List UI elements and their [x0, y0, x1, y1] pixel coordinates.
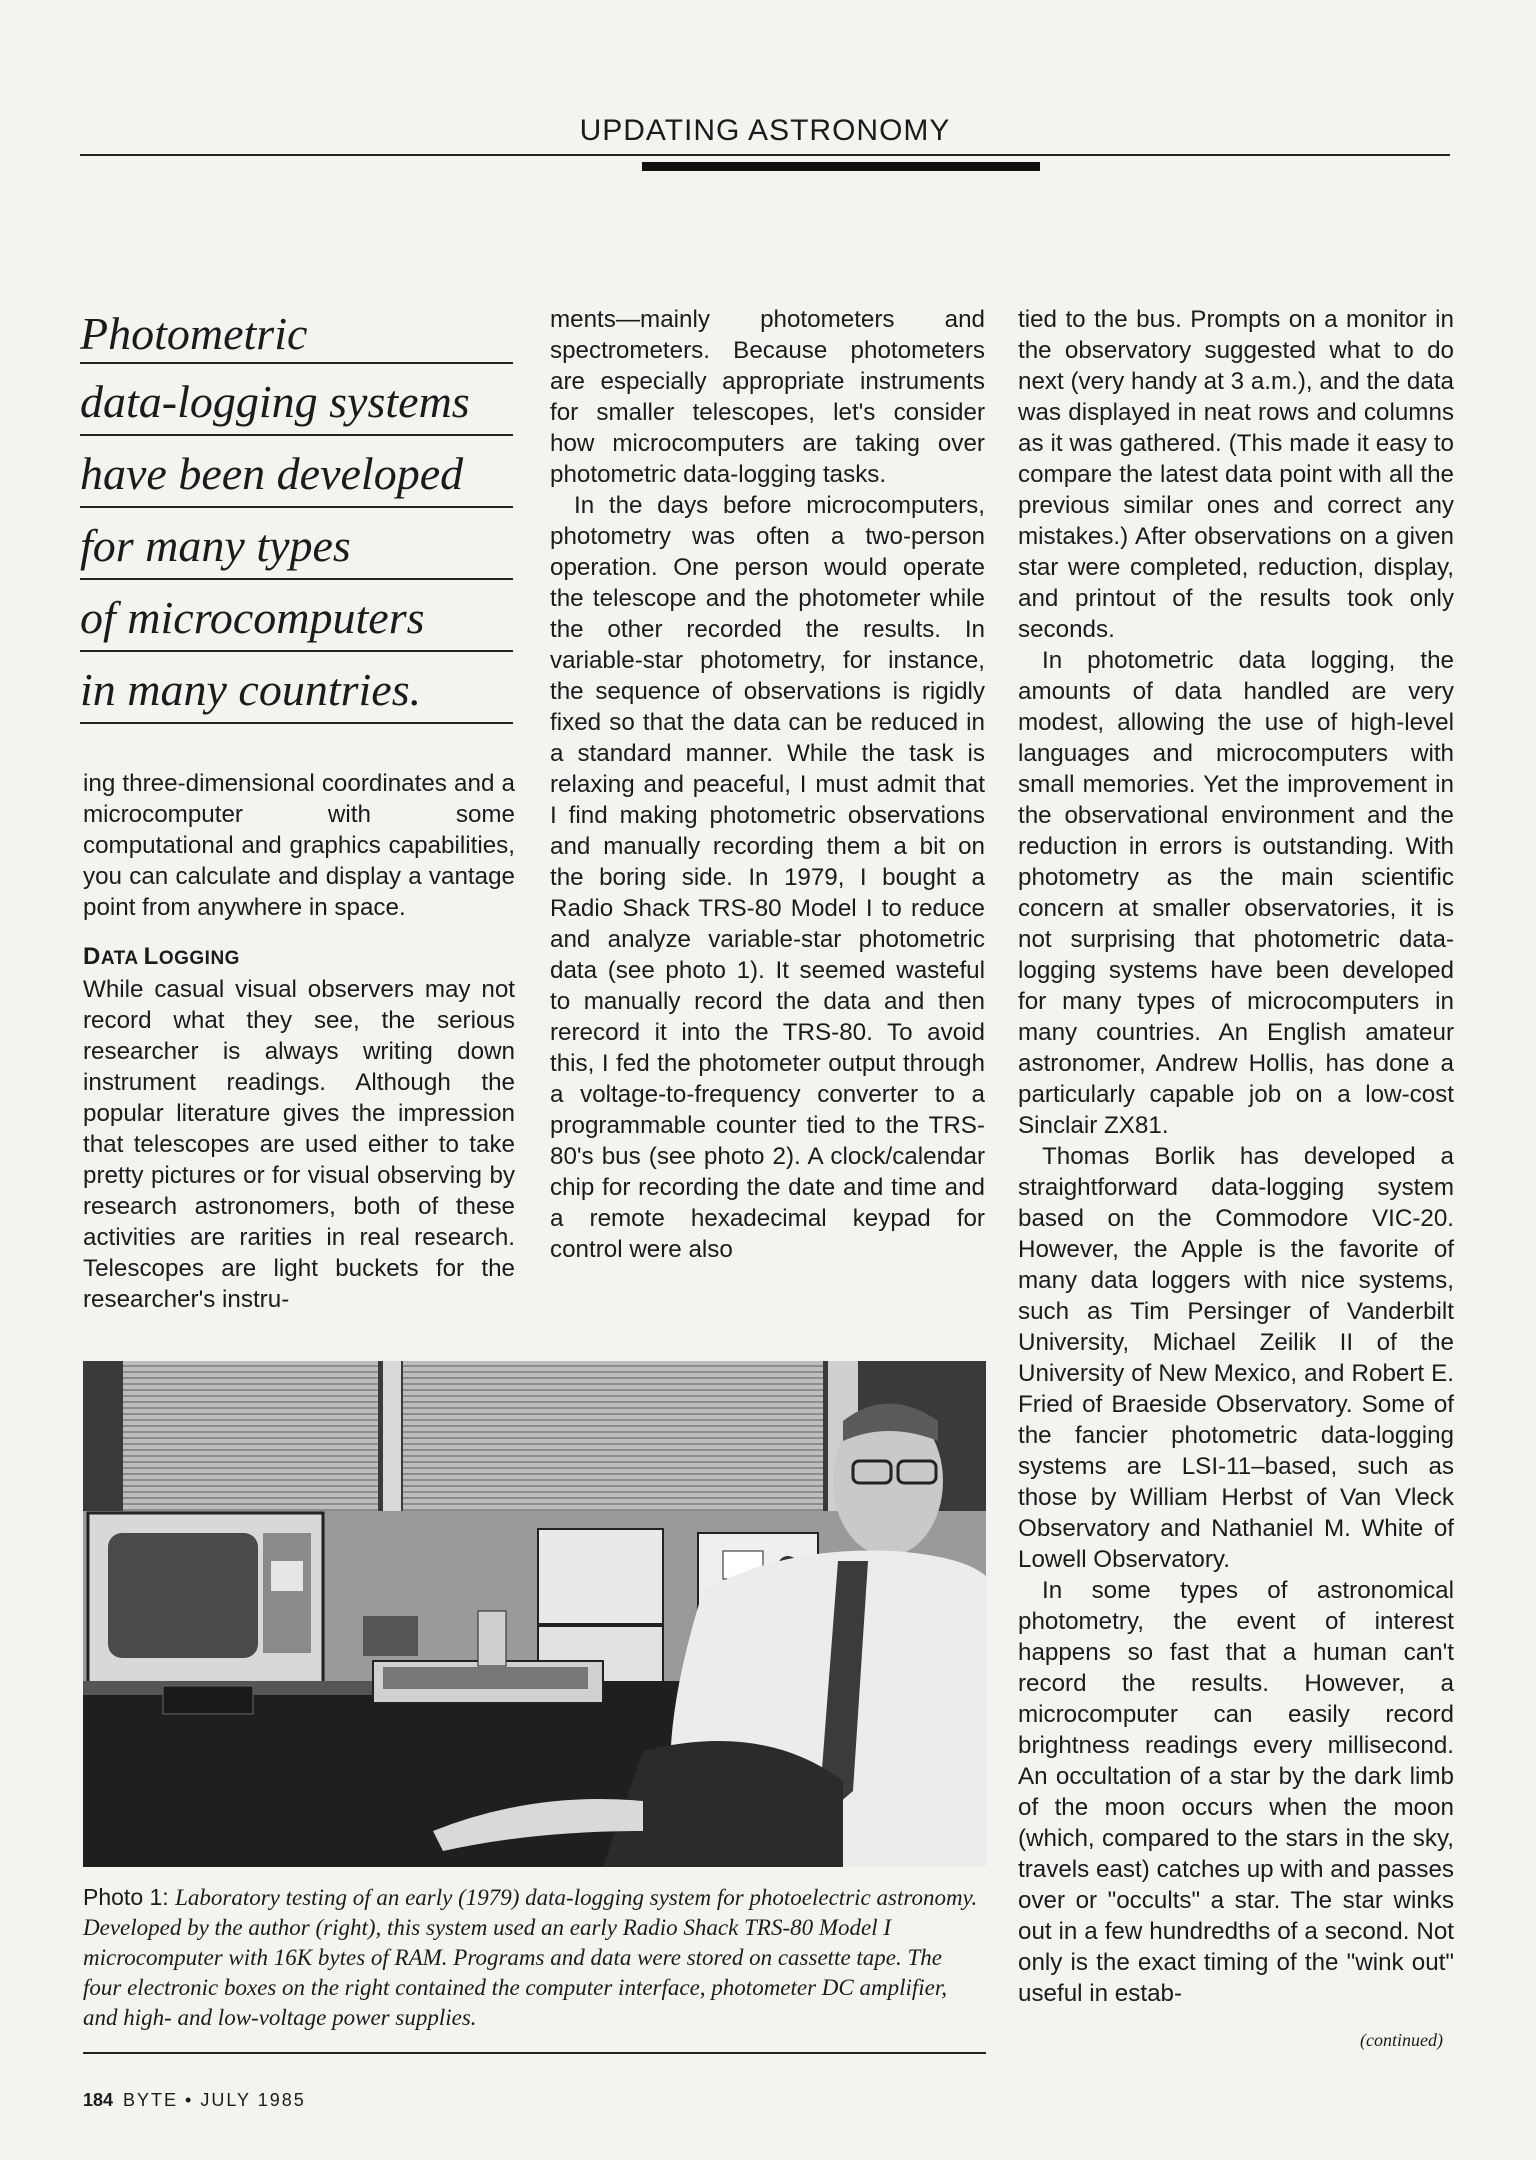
pull-quote-line: for many types [80, 508, 513, 580]
paragraph: ing three-dimensional coordinates and a microcomputer with some computational and graphics capabilities, you can calculate and display a vantage point from anywhere in space. [83, 770, 515, 921]
photo-1 [83, 1361, 986, 1867]
caption-rule [83, 2052, 986, 2054]
photo-caption [83, 1882, 986, 2033]
pull-quote-line: of microcomputers [80, 580, 513, 652]
running-head-bar [642, 162, 1040, 171]
photo-caption-label: Photo 1: [83, 1884, 176, 1910]
heading-letter: L [143, 943, 159, 970]
paragraph: In some types of astronomical photometry, the event of interest happens so fast that a human can't record the results. However, a microcomputer can easily record brightness readings every millisecond. An occultation of a star by the dark limb of the moon occurs when the moon (which, compared to the stars in the sky, travels east) catches up with and passes over or "occults" a star. The star winks out in a few hundredths of a second. Not only is the exact timing of the "wink out" useful in estab- [1018, 1577, 1454, 2007]
pull-quote-line: data-logging systems [80, 364, 513, 436]
column-2 [550, 304, 985, 1265]
section-heading-data-logging [83, 941, 515, 974]
heading-letter: D [83, 943, 101, 970]
column-1 [83, 768, 515, 1315]
paragraph: In photometric data logging, the amounts of data handled are very modest, allowing the use of high-level languages and microcomputers with small memories. Yet the improvement in the observational environment and the reduction in errors is outstanding. With photometry as the main scientific concern at smaller observatories, it is not surprising that photometric data-logging systems have been developed for many types of microcomputers in many countries. An English amateur astronomer, Andrew Hollis, has done a particularly capable job on a low-cost Sinclair ZX81. [1018, 647, 1454, 1139]
folio [83, 2090, 306, 2111]
paragraph: tied to the bus. Prompts on a monitor in the observatory suggested what to do next (very handy at 3 a.m.), and the data was displayed in neat rows and columns as it was gathered. (This made it easy to compare the latest data point with all the previous similar ones and correct any mistakes.) After observations on a given star were completed, reduction, display, and printout of the results took only seconds. [1018, 306, 1454, 643]
running-head-title: UPDATING ASTRONOMY [579, 114, 951, 147]
folio-text: BYTE • JULY 1985 [123, 2090, 306, 2110]
pull-quote-line: Photometric [80, 300, 513, 364]
heading-rest: OGGING [158, 948, 240, 969]
column-3 [1018, 304, 1454, 2009]
pull-quote-line: in many countries. [80, 652, 513, 724]
photo-caption-text: Laboratory testing of an early (1979) data-logging system for photoelectric astronomy. Developed by the author (right), this system used an early Radio Shack TRS-80 Model I microcomputer with 16K bytes of RAM. Programs and data were stored on cassette tape. The four electronic boxes on the right contained the computer interface, photometer DC amplifier, and high- and low-voltage power supplies. [83, 1885, 978, 2030]
paragraph: In the days before microcomputers, photometry was often a two-person operation. One person would operate the telescope and the photometer while the other recorded the results. In variable-star photometry, for instance, the sequence of observations is rigidly fixed so that the data can be reduced in a standard manner. While the task is relaxing and peaceful, I must admit that I find making photometric observations and manually recording them a bit on the boring side. In 1979, I bought a Radio Shack TRS-80 Model I to reduce and analyze variable-star photometric data (see photo 1). It seemed wasteful to manually record the data and then rerecord it into the TRS-80. To avoid this, I fed the photometer output through a voltage-to-frequency converter to a programmable counter tied to the TRS-80's bus (see photo 2). A clock/calendar chip for recording the date and time and a remote hexadecimal keypad for control were also [550, 492, 985, 1263]
running-head [80, 108, 1450, 156]
page-number: 184 [83, 2090, 114, 2110]
pull-quote-line: have been developed [80, 436, 513, 508]
photo-illustration [83, 1361, 986, 1867]
continued-note: (continued) [1360, 2030, 1443, 2050]
pull-quote [80, 300, 513, 724]
heading-rest: ATA [100, 948, 144, 969]
paragraph: ments—mainly photometers and spectrometers. Because photometers are especially appropriate instruments for smaller telescopes, let's consider how microcomputers are taking over photometric data-logging tasks. [550, 306, 985, 488]
paragraph: While casual visual observers may not record what they see, the serious researcher is always writing down instrument readings. Although the popular literature gives the impression that telescopes are used either to take pretty pictures or for visual observing by research astronomers, both of these activities are rarities in real research. Telescopes are light buckets for the researcher's instru- [83, 976, 515, 1313]
paragraph: Thomas Borlik has developed a straightforward data-logging system based on the Commodore VIC-20. However, the Apple is the favorite of many data loggers with nice systems, such as Tim Persinger of Vanderbilt University, Michael Zeilik II of the University of New Mexico, and Robert E. Fried of Braeside Observatory. Some of the fancier photometric data-logging systems are LSI-11–based, such as those by William Herbst of Van Vleck Observatory and Nathaniel M. White of Lowell Observatory. [1018, 1143, 1454, 1573]
